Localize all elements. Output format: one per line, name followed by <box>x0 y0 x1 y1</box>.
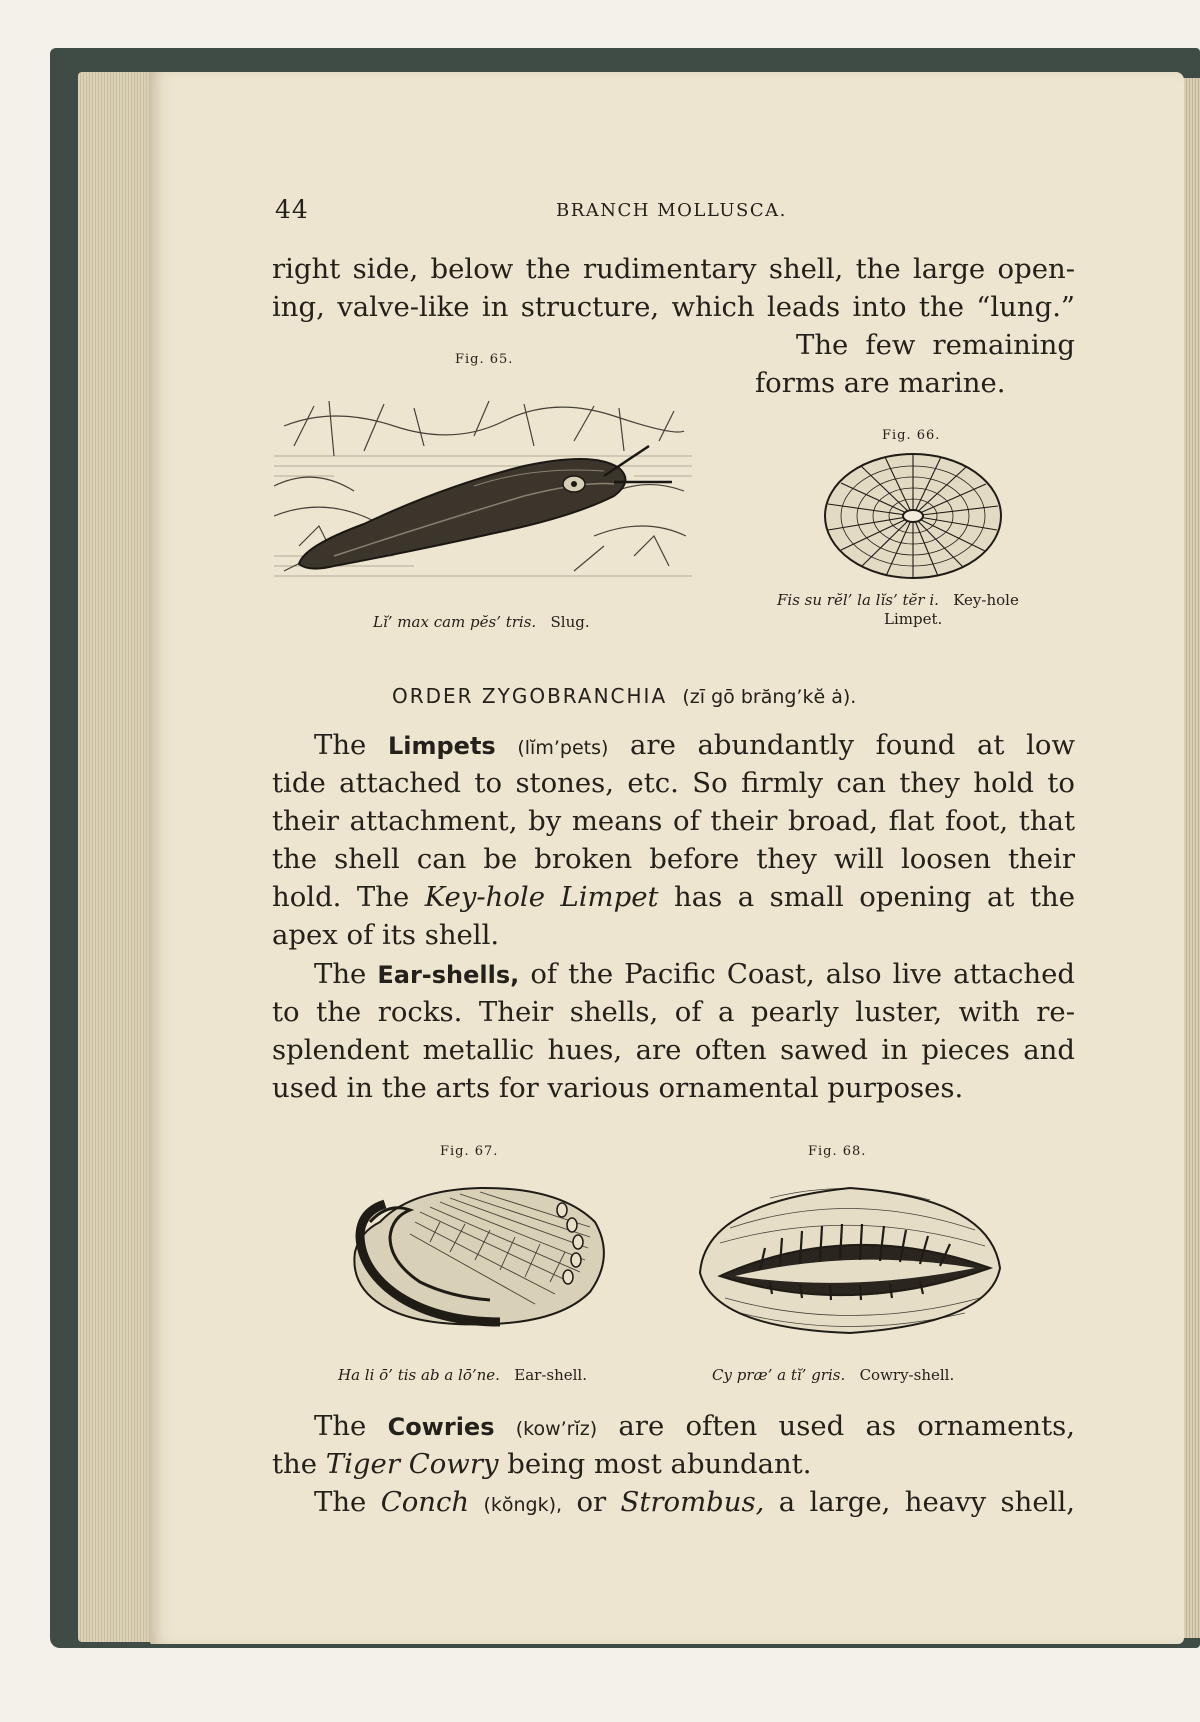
phrase: are often used as ornaments, <box>618 1410 1075 1442</box>
phrase: a large, heavy shell, <box>778 1486 1075 1518</box>
running-head: BRANCH MOLLUSCA. <box>556 200 787 221</box>
text-line: the shell can be broken before they will loosen their <box>272 843 1075 875</box>
text-line <box>314 1483 1075 1524</box>
scientific-name: Lĭ’ max cam pĕs’ tris. <box>373 613 537 631</box>
common-name: Slug. <box>550 613 590 631</box>
figure-caption <box>712 1366 954 1384</box>
pronunciation: (zī gō brăng’kĕ ȧ). <box>682 686 857 708</box>
word: The <box>314 729 367 761</box>
figure-caption-continued: Limpet. <box>884 610 943 628</box>
word: or <box>576 1486 607 1518</box>
page-number: 44 <box>275 195 309 224</box>
phrase: hold. The <box>272 881 410 913</box>
text-line <box>314 1407 1075 1448</box>
figure-caption <box>338 1366 587 1384</box>
order-name: ORDER ZYGOBRANCHIA <box>392 684 668 708</box>
figure-label: Fig. 65. <box>455 352 514 367</box>
text-line: used in the arts for various ornamental purposes. <box>272 1072 964 1104</box>
term-italic: Key-hole Limpet <box>424 881 659 913</box>
text-line <box>272 1445 872 1483</box>
figure-label: Fig. 67. <box>440 1144 499 1159</box>
section-heading <box>392 684 856 708</box>
word: The <box>314 1486 367 1518</box>
term-bold: Limpets <box>387 732 496 760</box>
common-name: Ear-shell. <box>514 1366 587 1384</box>
pronunciation: (kow’rĭz) <box>515 1418 598 1440</box>
text-line: tide attached to stones, etc. So firmly can they hold to <box>272 767 1075 799</box>
figure-label: Fig. 66. <box>882 428 941 443</box>
text-line: ing, valve-like in structure, which leads into the “lung.” <box>272 291 1075 323</box>
term-bold: Cowries <box>387 1413 495 1441</box>
text-line <box>314 955 1075 994</box>
pronunciation: (lĭm’pets) <box>517 737 609 759</box>
figure-caption <box>777 591 1019 609</box>
phrase: has a small opening at the <box>674 881 1075 913</box>
text-line: to the rocks. Their shells, of a pearly luster, with re- <box>272 996 1075 1028</box>
term-italic: Tiger Cowry <box>325 1448 499 1480</box>
key-hole-limpet-illustration <box>820 448 1006 584</box>
text-line: apex of its shell. <box>272 919 500 951</box>
figure-caption <box>373 613 590 631</box>
word: The <box>314 958 367 990</box>
text-line: their attachment, by means of their broad, flat foot, that <box>272 805 1075 837</box>
term-bold: Ear-shells, <box>377 961 520 989</box>
common-name: Key-hole <box>953 591 1019 609</box>
common-name: Cowry-shell. <box>859 1366 955 1384</box>
text-line <box>272 878 1075 916</box>
pronunciation: (kŏngk), <box>483 1494 563 1516</box>
phrase: of the Pacific Coast, also live attached <box>530 958 1075 990</box>
ear-shell-illustration <box>340 1182 614 1332</box>
word: the <box>272 1448 318 1480</box>
text-line: forms are marine. <box>755 367 1006 399</box>
phrase: being most abundant. <box>507 1448 812 1480</box>
term-italic: Strombus, <box>620 1486 765 1518</box>
text-line <box>314 726 1075 767</box>
figure-label: Fig. 68. <box>808 1144 867 1159</box>
scientific-name: Cy præ’ a tĭ’ gris. <box>712 1366 846 1384</box>
text-line: The few remaining <box>796 329 1075 361</box>
slug-illustration <box>274 396 692 584</box>
cowry-shell-illustration <box>690 1168 1010 1346</box>
phrase: are abundantly found at low <box>630 729 1075 761</box>
scientific-name: Ha li ō’ tis ab a lō’ne. <box>338 1366 500 1384</box>
scientific-name: Fis su rĕl’ la lĭs’ tĕr i. <box>777 591 939 609</box>
text-line: right side, below the rudimentary shell, the large open- <box>272 253 1075 285</box>
word: The <box>314 1410 367 1442</box>
text-line: splendent metallic hues, are often sawed in pieces and <box>272 1034 1075 1066</box>
term-italic: Conch <box>380 1486 470 1518</box>
